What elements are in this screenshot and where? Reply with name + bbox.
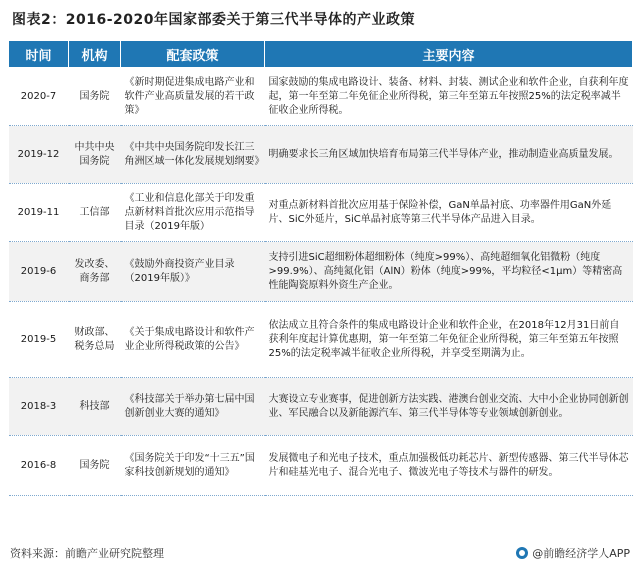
figure-title: 图表2：2016-2020年国家部委关于第三代半导体的产业政策 [12,12,415,28]
source-note: 资料来源：前瞻产业研究院整理 [10,547,164,560]
cell-policy: 《工业和信息化部关于印发重点新材料首批次应用示范指导目录（2019年版） [121,184,265,242]
table-row [9,242,633,302]
header-policy: 配套政策 [121,41,265,68]
cell-org: 财政部、税务总局 [69,302,121,378]
table-row [9,68,633,126]
cell-policy: 《关于集成电路设计和软件产业企业所得税政策的公告》 [121,302,265,378]
brand-credit [516,545,630,561]
cell-content: 依法成立且符合条件的集成电路设计企业和软件企业，在2018年12月31日前自获利年度起计算优惠期，第一年至第二年免征企业所得税，第三年至第五年按照25%的法定税率减半征收企业所得税，并享受至期满为止。 [265,302,633,378]
table-row [9,436,633,496]
cell-policy: 《国务院关于印发“十三五”国家科技创新规划的通知》 [121,436,265,496]
cell-time: 2019-6 [9,242,69,302]
cell-org: 国务院 [69,68,121,126]
table-row [9,184,633,242]
cell-org: 发改委、商务部 [69,242,121,302]
cell-content: 国家鼓励的集成电路设计、装备、材料、封装、测试企业和软件企业，自获利年度起，第一年至第二年免征企业所得税，第三年至第五年按照25%的法定税率减半征收企业所得税。 [265,68,633,126]
cell-time: 2020-7 [9,68,69,126]
cell-content: 大赛设立专业赛事，促进创新方法实践、港澳台创业交流、大中小企业协同创新创业、军民融合以及新能源汽车、第三代半导体等专业领域创新创业。 [265,378,633,436]
table-row [9,302,633,378]
policy-table [8,40,633,496]
header-org: 机构 [69,41,121,68]
table-header-row [9,41,633,68]
cell-org: 国务院 [69,436,121,496]
cell-content: 对重点新材料首批次应用基于保险补偿，GaN单晶衬底、功率器件用GaN外延片、SiC外延片，SiC单晶衬底等第三代半导体产品进入目录。 [265,184,633,242]
header-time: 时间 [9,41,69,68]
cell-policy: 《中共中央国务院印发长江三角洲区域一体化发展规划纲要》 [121,126,265,184]
header-content: 主要内容 [265,41,633,68]
table-row [9,378,633,436]
table-row [9,126,633,184]
cell-org: 科技部 [69,378,121,436]
cell-time: 2016-8 [9,436,69,496]
brand-logo-icon [516,547,528,559]
cell-time: 2019-5 [9,302,69,378]
cell-policy: 《鼓励外商投资产业目录（2019年版）》 [121,242,265,302]
cell-content: 发展微电子和光电子技术，重点加强极低功耗芯片、新型传感器、第三代半导体芯片和硅基光电子、混合光电子、微波光电子等技术与器件的研发。 [265,436,633,496]
cell-policy: 《新时期促进集成电路产业和软件产业高质量发展的若干政策》 [121,68,265,126]
cell-time: 2019-11 [9,184,69,242]
cell-content: 支持引进SiC超细粉体超细粉体（纯度>99%）、高纯超细氧化铝微粉（纯度>99.9%）、高纯氮化铝（AlN）粉体（纯度>99%，平均粒径<1μm）等精密高性能陶瓷原料外资生产企业。 [265,242,633,302]
cell-content: 明确要求长三角区域加快培育布局第三代半导体产业，推动制造业高质量发展。 [265,126,633,184]
cell-org: 中共中央国务院 [69,126,121,184]
brand-label: @前瞻经济学人APP [532,547,630,560]
cell-org: 工信部 [69,184,121,242]
cell-policy: 《科技部关于举办第七届中国创新创业大赛的通知》 [121,378,265,436]
cell-time: 2018-3 [9,378,69,436]
cell-time: 2019-12 [9,126,69,184]
